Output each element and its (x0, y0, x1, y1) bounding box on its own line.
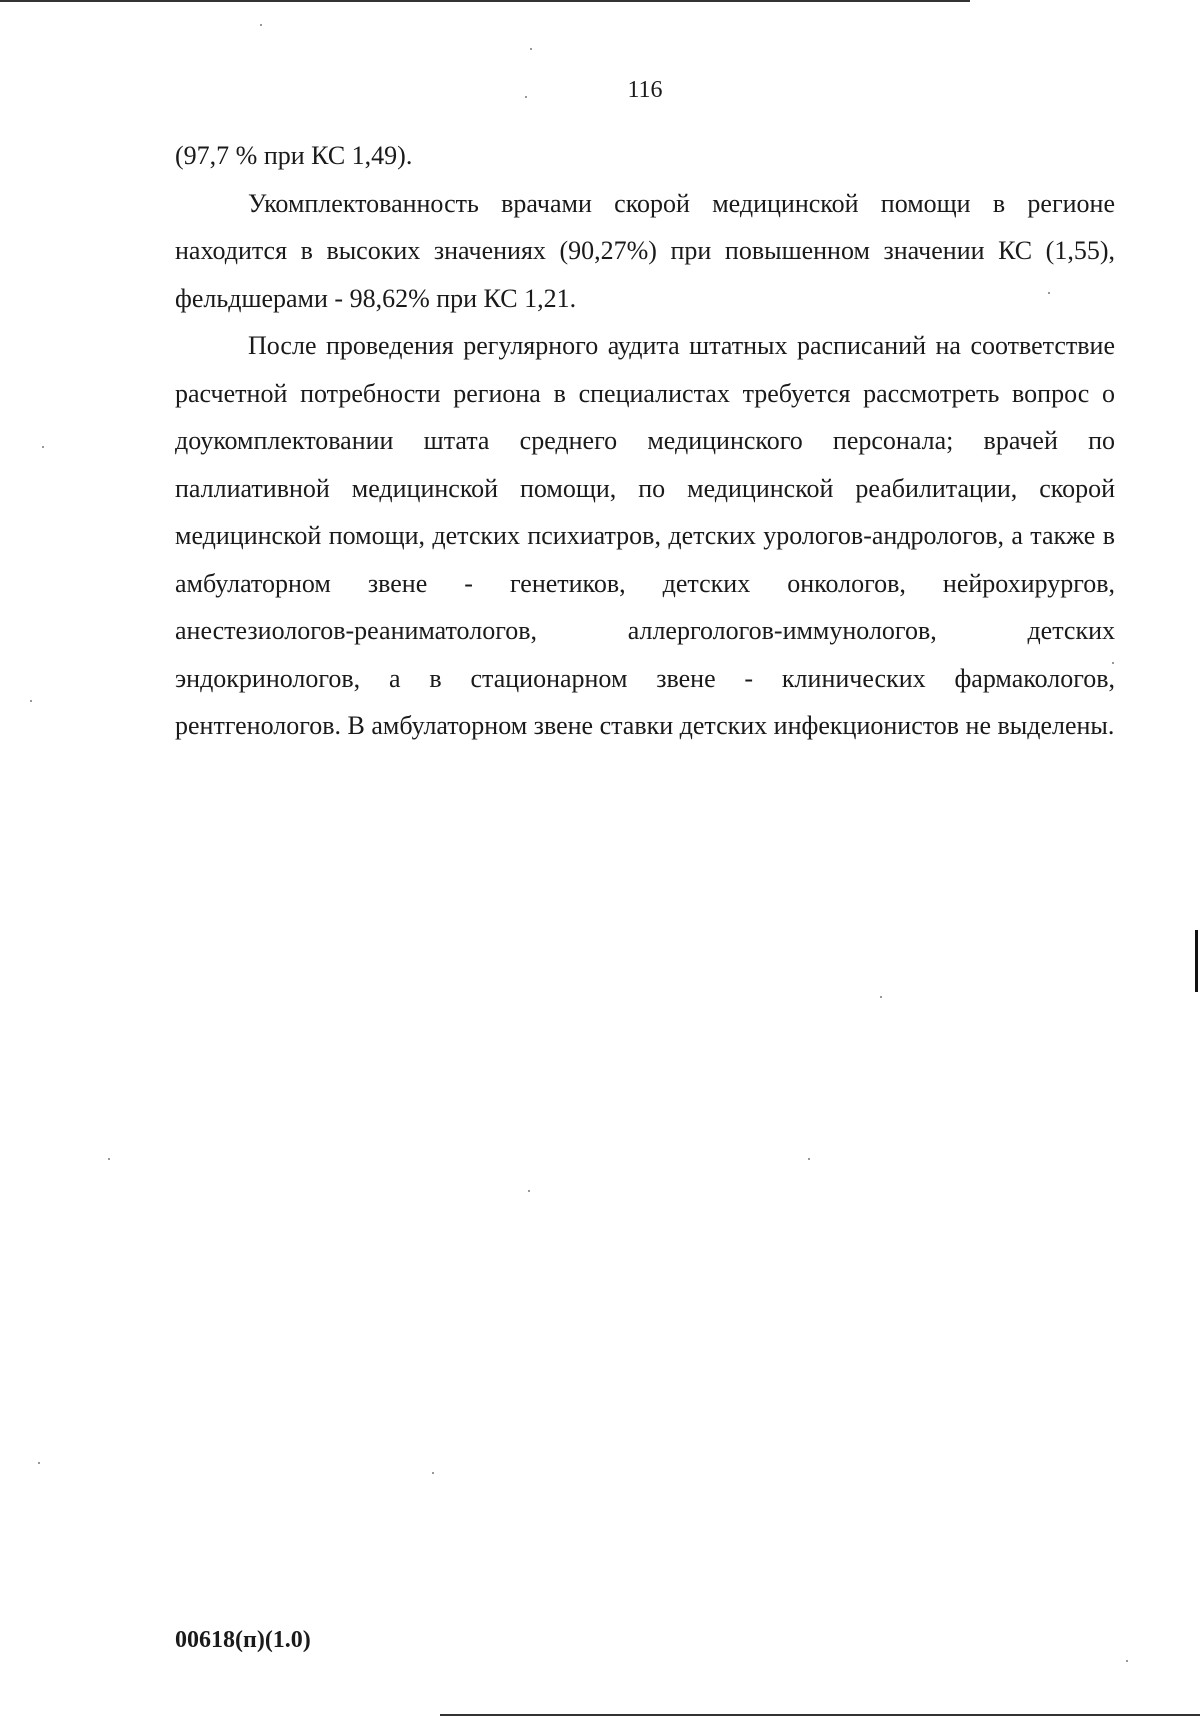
document-code: 00618(п)(1.0) (175, 1627, 311, 1653)
paragraph-continuation: (97,7 % при КС 1,49). (175, 141, 413, 170)
scan-speck (30, 700, 32, 702)
paragraph-audit: После проведения регулярного аудита штатных расписаний на соответствие расчетной потребности региона в специалистах требуется рассмотреть вопрос о доукомплектовании штата среднего медицинского персонала; врачей по паллиативной медицинской помощи, по медицинской реабилитации, скорой медицинской помощи, детских психиатров, детских урологов-андрологов, а также в амбулаторном звене - генетиков, детских онкологов, нейрохирургов, анестезиологов-реаниматологов, аллергологов-иммунологов, детских эндокринологов, а в стационарном звене - клинических фармакологов, рентгенологов. В амбулаторном звене ставки детских инфекционистов не выделены. (175, 331, 1115, 740)
scan-speck (260, 24, 262, 26)
scan-speck (528, 1190, 530, 1192)
scan-speck (808, 1158, 810, 1160)
scan-speck (108, 1158, 110, 1160)
paragraph-staffing: Укомплектованность врачами скорой медицинской помощи в регионе находится в высоких значениях (90,27%) при повышенном значении КС (1,55), фельдшерами - 98,62% при КС 1,21. (175, 188, 1115, 313)
scan-speck (530, 48, 532, 50)
scan-speck (880, 996, 882, 998)
scan-edge-mark (1195, 930, 1198, 992)
scan-speck (1126, 1660, 1128, 1662)
top-border-line (0, 0, 970, 2)
scan-speck (38, 1462, 40, 1464)
scan-speck (42, 446, 44, 448)
page-number: 116 (627, 77, 663, 103)
scan-speck (432, 1472, 434, 1474)
body-text (175, 132, 1115, 750)
scan-speck (525, 96, 527, 98)
bottom-border-line (440, 1714, 1200, 1716)
